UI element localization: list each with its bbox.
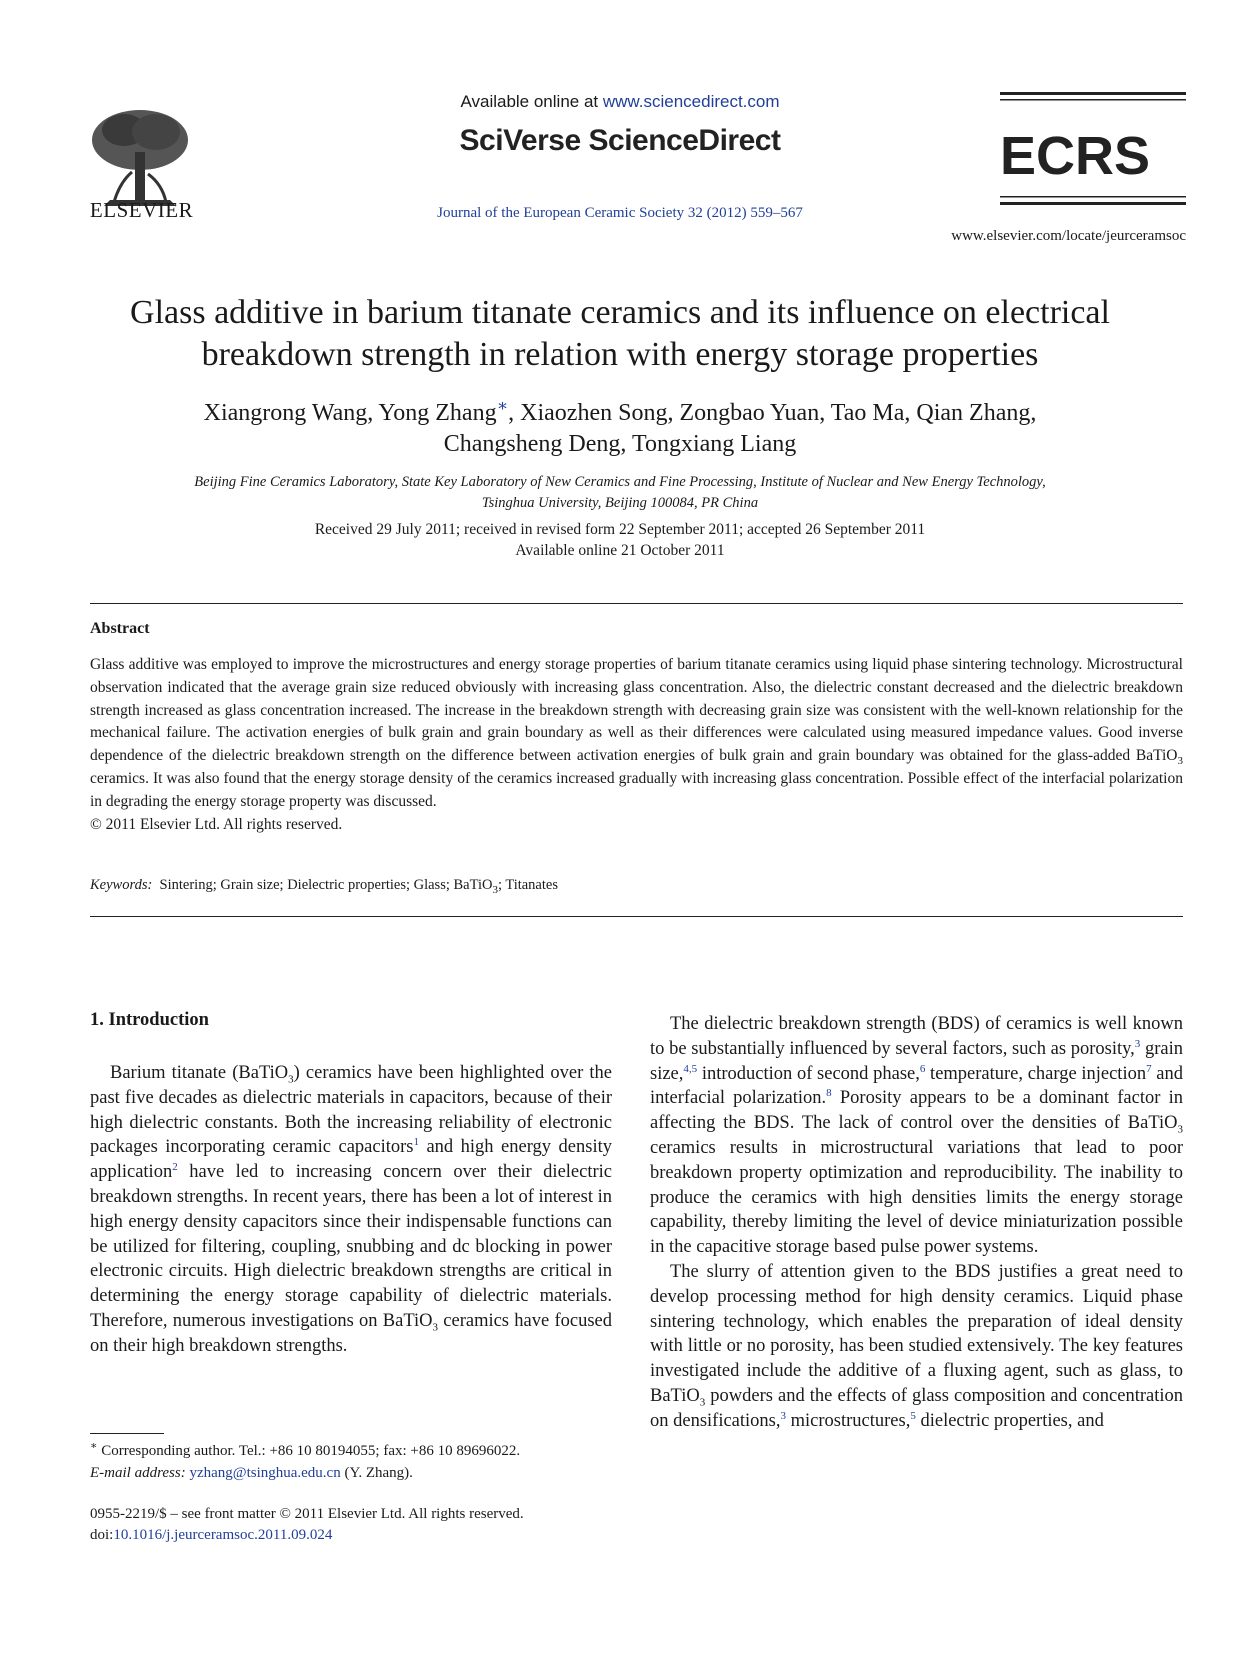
received-dates: Received 29 July 2011; received in revised form 22 September 2011; accepted 26 September 2011 [314, 521, 926, 538]
keywords-label: Keywords: [90, 877, 153, 893]
corresponding-author-mark[interactable]: ∗ [496, 396, 509, 415]
p2-text: The dielectric breakdown strength (BDS) of ceramics is well known to be substantially influenced by several factors, such as porosity, [650, 1014, 1183, 1059]
author-email-link[interactable]: yzhang@tsinghua.edu.cn [189, 1465, 341, 1481]
sciverse-wordmark: SciVerse ScienceDirect [459, 124, 781, 157]
reference-link[interactable]: 6 [919, 1062, 926, 1075]
reference-link[interactable]: 7 [1146, 1062, 1152, 1075]
affiliation [0, 472, 1240, 514]
keywords-line [90, 877, 558, 894]
p2-text: Porosity appears to be a dominant factor in affecting the BDS. The lack of control over the densities of BaTiO [650, 1088, 1183, 1134]
p3-text: The slurry of attention given to the BDS justifies a great need to develop processing method for high density ceramics. Liquid phase sintering technology, which enables the preparation of ideal density with little or no porosity, has been studied extensively. The key features investigated include the additive of a fluxing agent, such as glass, to BaTiO [650, 1261, 1183, 1406]
p3-text: microstructures, [786, 1410, 911, 1431]
reference-link[interactable]: 3 [1134, 1037, 1141, 1050]
authors-part-a: Xiangrong Wang, Yong Zhang [203, 400, 497, 426]
article-title [0, 292, 1240, 376]
reference-link[interactable]: 1 [413, 1136, 419, 1149]
author-list [0, 398, 1240, 460]
ecrs-logo-text: ECRS [1000, 126, 1151, 186]
issn-line: 0955-2219/$ – see front matter © 2011 Elsevier Ltd. All rights reserved. [90, 1506, 524, 1522]
p1-text: have led to increasing concern over their dielectric breakdown strengths. In recent years, there has been a lot of interest in high energy density capacitors since their indispensable functions can be utilized for filtering, coupling, snubbing and dc blocking in power electronic circuits. High dielectric breakdown strengths are critical in determining the energy storage capability of dielectric materials. Therefore, numerous investigations on BaTiO [90, 1162, 612, 1331]
email-suffix: (Y. Zhang). [340, 1465, 413, 1481]
reference-link[interactable]: 3 [780, 1409, 787, 1422]
keywords-b: ; Titanates [497, 877, 558, 893]
keywords-a: Sintering; Grain size; Dielectric properties; Glass; BaTiO [159, 877, 493, 893]
abstract-bottom-rule [90, 916, 1183, 917]
sub: 3 [288, 1073, 294, 1086]
intro-paragraph-1 [90, 1061, 612, 1359]
p2-text: introduction of second phase, [697, 1063, 920, 1084]
p2-text: and interfacial polarization. [650, 1063, 1183, 1109]
elsevier-wordmark: ELSEVIER [89, 198, 194, 222]
reference-link[interactable]: 8 [826, 1087, 832, 1100]
title-line-2: breakdown strength in relation with energy storage properties [201, 336, 1039, 373]
p1-text: ceramics have focused on their high breakdown strengths. [90, 1310, 612, 1356]
p2-text: temperature, charge injection [925, 1063, 1147, 1084]
section-heading-introduction: 1. Introduction [90, 1010, 209, 1030]
corresponding-author-footnote [90, 1440, 520, 1484]
abstract-heading: Abstract [90, 620, 150, 637]
footnote-rule [90, 1433, 164, 1434]
available-prefix: Available online at [460, 92, 603, 111]
sub: 3 [699, 1396, 706, 1409]
abstract-sub: 3 [1177, 755, 1183, 768]
reference-link[interactable]: 2 [172, 1161, 178, 1174]
journal-citation-link[interactable]: Journal of the European Ceramic Society 32 (2012) 559–567 [437, 205, 803, 221]
affiliation-line-2: Tsinghua University, Beijing 100084, PR China [481, 495, 759, 511]
intro-paragraph-3 [650, 1260, 1183, 1434]
authors-part-b: , Xiaozhen Song, Zongbao Yuan, Tao Ma, Qian Zhang, [508, 400, 1037, 426]
doi-prefix: doi: [90, 1527, 114, 1543]
p1-text: and high energy density application [90, 1137, 612, 1183]
sub: 3 [1177, 1123, 1183, 1136]
article-history [0, 519, 1240, 561]
abstract-top-rule [90, 603, 1183, 604]
intro-paragraph-2 [650, 1012, 1183, 1260]
journal-homepage-url: www.elsevier.com/locate/jeurceramsoc [951, 228, 1186, 244]
p1-text: ) ceramics have been highlighted over the past five decades as dielectric materials in capacitors, because of their high dielectric constants. Both the increasing reliability of electronic packages incorporating ceramic capacitors [90, 1063, 613, 1158]
keywords-sub: 3 [492, 883, 498, 896]
sub: 3 [432, 1321, 439, 1334]
p1-text: Barium titanate (BaTiO [110, 1063, 289, 1083]
p3-text: dielectric properties, and [915, 1410, 1104, 1431]
front-matter [90, 1504, 524, 1546]
reference-link[interactable]: 5 [910, 1409, 916, 1422]
p2-text: grain size, [650, 1038, 1183, 1084]
sciencedirect-link[interactable]: www.sciencedirect.com [602, 92, 780, 111]
available-online-date: Available online 21 October 2011 [515, 542, 725, 559]
p2-text: ceramics results in microstructural variations that lead to poor breakdown property optimization and reproducibility. The inability to produce the ceramics with high densities limits the energy storage capability, thereby limiting the level of device miniaturization possible in the capacitive storage based pulse power systems. [650, 1137, 1183, 1258]
footnote-contact: Corresponding author. Tel.: +86 10 80194055; fax: +86 10 89696022. [97, 1443, 521, 1459]
footnote-mark: ∗ [90, 1440, 98, 1452]
email-label: E-mail address: [90, 1465, 186, 1481]
abstract-copyright: © 2011 Elsevier Ltd. All rights reserved. [90, 815, 343, 833]
title-line-1: Glass additive in barium titanate ceramics and its influence on electrical [130, 294, 1110, 331]
affiliation-line-1: Beijing Fine Ceramics Laboratory, State Key Laboratory of New Ceramics and Fine Processing, Institute of Nuclear and New Energy Technology, [194, 474, 1046, 490]
intro-right-column [650, 1012, 1183, 1434]
ecrs-society-logo-icon [1000, 92, 1186, 208]
authors-line-2: Changsheng Deng, Tongxiang Liang [443, 431, 797, 457]
doi-link[interactable]: 10.1016/j.jeurceramsoc.2011.09.024 [113, 1527, 333, 1543]
p3-text: powders and the effects of glass composition and concentration on densifications, [650, 1385, 1183, 1431]
abstract-body [90, 654, 1183, 836]
reference-link[interactable]: 4,5 [683, 1062, 698, 1075]
abstract-text-a: Glass additive was employed to improve the microstructures and energy storage properties of barium titanate ceramics using liquid phase sintering technology. Microstructural observation indicated that the average grain size reduced obviously with increasing glass concentration. Also, the dielectric constant decreased and the dielectric breakdown strength increased as glass concentration increased. The increase in the breakdown strength with decreasing grain size was consistent with the well-known relationship for the mechanical failure. The activation energies of bulk grain and grain boundary as well as their differences were calculated using measured impedance values. Good inverse dependence of the dielectric breakdown strength on the difference between activation energies of bulk grain and grain boundary was obtained for the glass-added BaTiO [90, 656, 1183, 765]
abstract-text-b: ceramics. It was also found that the energy storage density of the ceramics increased gradually with increasing glass concentration. Possible effect of the interfacial polarization in degrading the energy storage property was discussed. [90, 769, 1183, 810]
